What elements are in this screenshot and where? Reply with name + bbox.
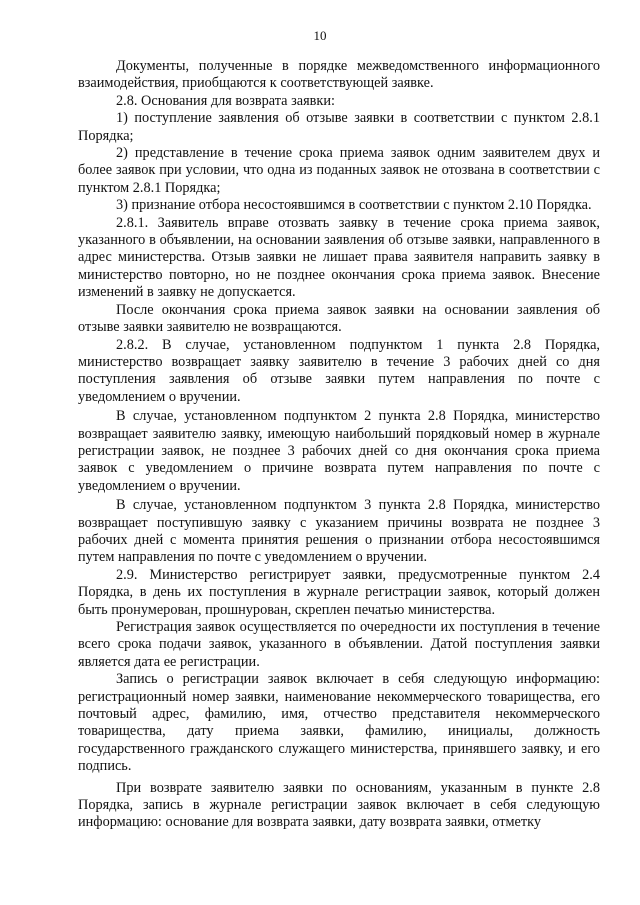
- document-body: [78, 58, 600, 832]
- section-heading: 2.8. Основания для возврата заявки:: [116, 92, 335, 109]
- paragraph: В случае, установленном подпунктом 2 пункта 2.8 Порядка, министерство возвращает заявителю заявку, имеющую наибольший порядковый номер в журнале регистрации заявок, не позднее 3 рабочих дней со дня окончания срока приема заявок с уведомлением о причине возврата путем направления по почте с уведомлением о вручении.: [78, 408, 600, 494]
- list-item: 1) поступление заявления об отзыве заявки в соответствии с пунктом 2.8.1 Порядка;: [78, 110, 600, 144]
- paragraph: В случае, установленном подпунктом 3 пункта 2.8 Порядка, министерство возвращает поступившую заявку с указанием причины возврата не позднее 3 рабочих дней с момента принятия решения о признании отбора несостоявшимся путем направления по почте с уведомлением о вручении.: [78, 497, 600, 566]
- paragraph: После окончания срока приема заявок заявки на основании заявления об отзыве заявки заявителю не возвращаются.: [78, 301, 600, 336]
- paragraph: Регистрация заявок осуществляется по очередности их поступления в течение всего срока подачи заявок, указанного в объявлении. Датой поступления заявки является дата ее регистрации.: [78, 619, 600, 670]
- paragraph: Запись о регистрации заявок включает в себя следующую информацию: регистрационный номер заявки, наименование некоммерческого товарищества, его почтовый адрес, фамилию, имя, отчество представителя некоммерческого товарищества, дату приема заявки, фамилию, инициалы, должность государственного гражданского служащего министерства, принявшего заявку, и его подпись.: [78, 671, 600, 775]
- page-number: 10: [313, 28, 327, 43]
- paragraph: 2.8.1. Заявитель вправе отозвать заявку в течение срока приема заявок, указанного в объявлении, на основании заявления об отзыве заявки, направленного в адрес министерства. Отзыв заявки не лишает права заявителя направить заявку в министерство повторно, но не позднее окончания срока приема заявок. Внесение изменений в заявку не допускается.: [78, 214, 600, 301]
- paragraph: 2.8.2. В случае, установленном подпунктом 1 пункта 2.8 Порядка, министерство возвращает заявку заявителю в течение 3 рабочих дней со дня поступления заявления об отзыве заявки путем направления по почте с уведомлением о вручении.: [78, 336, 600, 405]
- paragraph: Документы, полученные в порядке межведомственного информационного взаимодействия, приобщаются к соответствующей заявке.: [78, 58, 600, 92]
- paragraph: При возврате заявителю заявки по основаниям, указанным в пункте 2.8 Порядка, запись в журнале регистрации заявок включает в себя следующую информацию: основание для возврата заявки, дату возврата заявки, отметку: [78, 779, 600, 831]
- list-item: 3) признание отбора несостоявшимся в соответствии с пунктом 2.10 Порядка.: [116, 197, 592, 214]
- paragraph: 2.9. Министерство регистрирует заявки, предусмотренные пунктом 2.4 Порядка, в день их поступления в журнале регистрации заявок, который должен быть пронумерован, прошнурован, скреплен печатью министерства.: [78, 566, 600, 618]
- list-item: 2) представление в течение срока приема заявок одним заявителем двух и более заявок при условии, что одна из поданных заявок не отозвана в соответствии с пунктом 2.8.1 Порядка;: [78, 145, 600, 196]
